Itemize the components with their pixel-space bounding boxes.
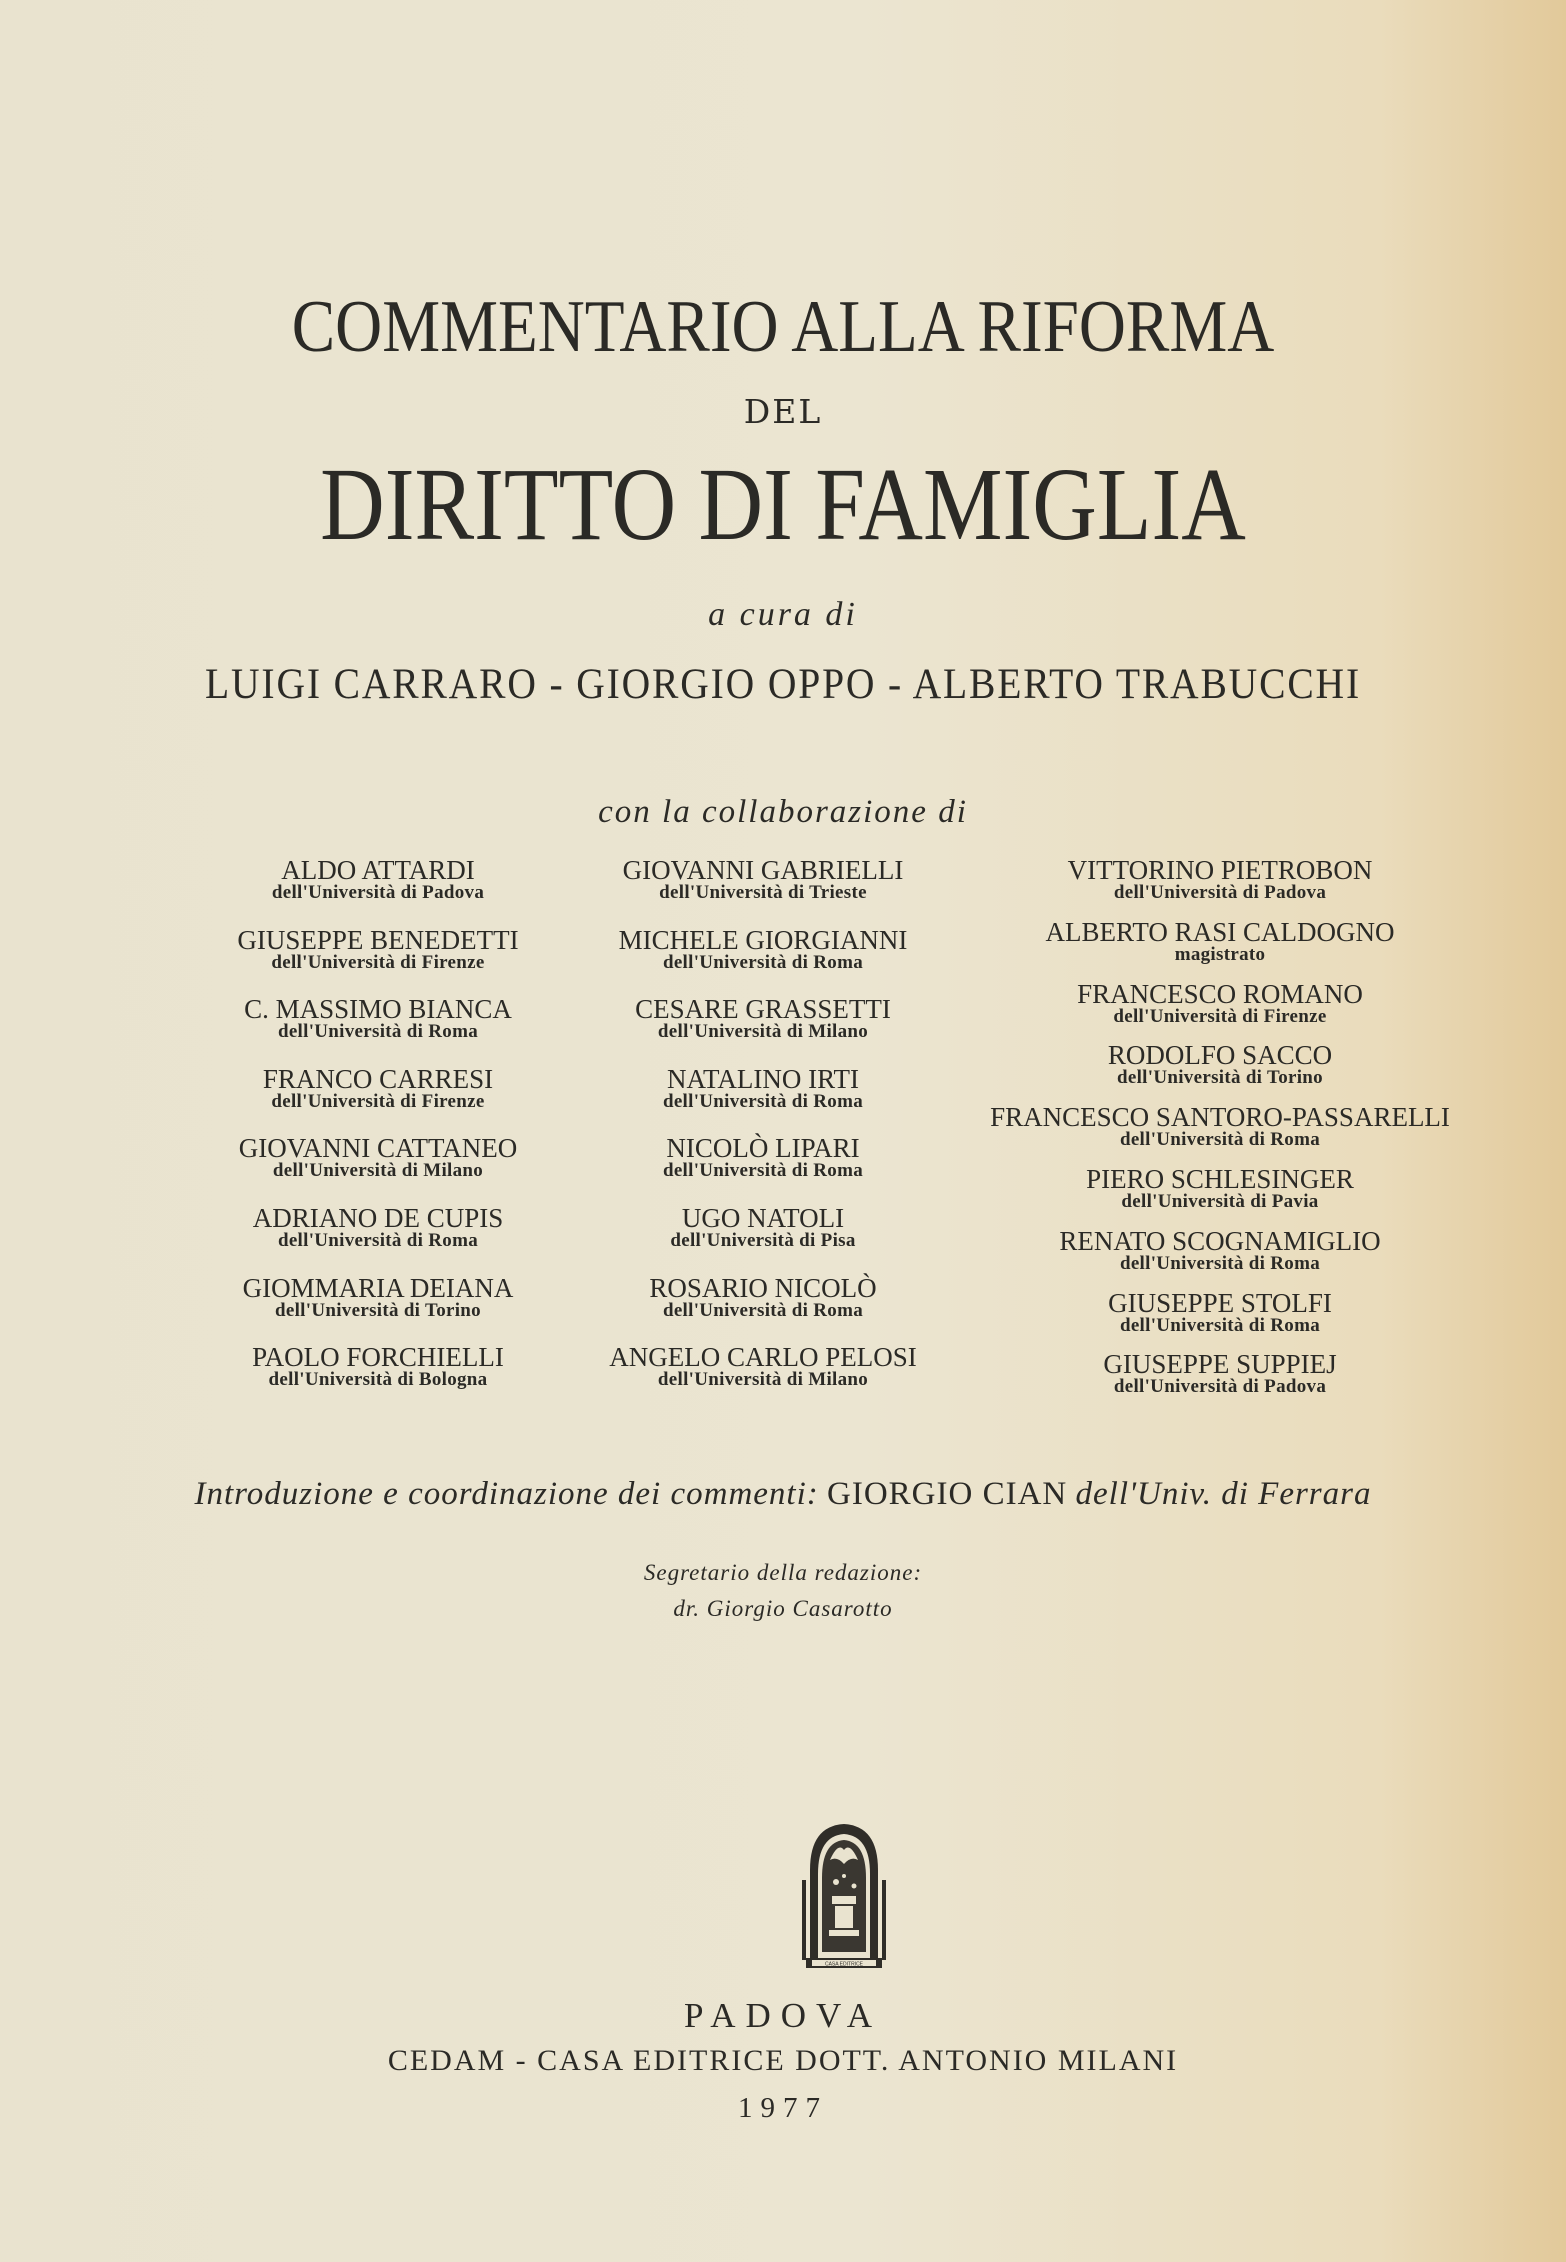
contributor-name: FRANCESCO ROMANO xyxy=(1077,978,1363,1009)
contributor-name: FRANCESCO SANTORO-PASSARELLI xyxy=(990,1102,1450,1133)
contributor xyxy=(578,1204,948,1274)
contributor xyxy=(960,918,1480,980)
contributor xyxy=(188,926,568,996)
contributor-affiliation: dell'Università di Milano xyxy=(657,1021,869,1043)
contributor-name: CESARE GRASSETTI xyxy=(635,994,891,1025)
collaboration-heading: con la collaborazione di xyxy=(598,794,968,830)
contributor-name: NATALINO IRTI xyxy=(667,1063,859,1094)
secretary-name: dr. Giorgio Casarotto xyxy=(673,1596,893,1621)
contributor-affiliation: dell'Università di Firenze xyxy=(271,951,485,973)
contributor-affiliation: dell'Università di Padova xyxy=(1113,882,1327,903)
introduction-name: GIORGIO CIAN xyxy=(827,1476,1068,1512)
contributor xyxy=(960,1227,1480,1289)
contributor-affiliation: dell'Università di Firenze xyxy=(1113,1005,1327,1027)
contributor xyxy=(578,995,948,1065)
contributor xyxy=(188,1134,568,1204)
contributor xyxy=(578,926,948,996)
contributors-column-3 xyxy=(960,856,1480,1412)
contributor-affiliation: dell'Università di Padova xyxy=(271,882,485,903)
title-connector: DEL xyxy=(743,392,823,431)
contributor-affiliation: magistrato xyxy=(1174,943,1266,965)
contributor-name: VITTORINO PIETROBON xyxy=(1067,855,1373,885)
contributor-name: ANGELO CARLO PELOSI xyxy=(609,1342,917,1373)
contributor-name: RODOLFO SACCO xyxy=(1107,1040,1333,1071)
contributor xyxy=(578,1134,948,1204)
imprint-city: PADOVA xyxy=(683,1996,883,2035)
contributor-name: FRANCO CARRESI xyxy=(262,1063,494,1094)
introduction-label: Introduzione e coordinazione dei commenti: xyxy=(194,1476,819,1512)
contributor-name: GIUSEPPE STOLFI xyxy=(1108,1287,1332,1318)
contributor xyxy=(578,1343,948,1413)
contributor-name: GIUSEPPE SUPPIEJ xyxy=(1103,1349,1337,1380)
contributor xyxy=(960,1103,1480,1165)
contributor-affiliation: dell'Università di Milano xyxy=(657,1369,869,1391)
title-line-1: COMMENTARIO ALLA RIFORMA xyxy=(291,286,1275,368)
contributor-affiliation: dell'Università di Torino xyxy=(275,1299,481,1321)
contributor-name: ALDO ATTARDI xyxy=(281,855,475,885)
contributor-affiliation: dell'Università di Roma xyxy=(662,1090,864,1112)
contributor xyxy=(188,1343,568,1413)
contributors-column-1 xyxy=(188,856,568,1413)
contributor xyxy=(578,856,948,926)
contributor-affiliation: dell'Università di Firenze xyxy=(271,1090,485,1112)
contributor-affiliation: dell'Università di Roma xyxy=(662,951,864,973)
contributor-affiliation: dell'Università di Milano xyxy=(272,1160,484,1182)
contributors-column-2 xyxy=(578,856,948,1413)
contributor-name: ALBERTO RASI CALDOGNO xyxy=(1045,916,1395,947)
contributor xyxy=(960,1350,1480,1412)
contributor xyxy=(960,980,1480,1042)
contributor xyxy=(188,856,568,926)
contributor-affiliation: dell'Università di Torino xyxy=(1117,1067,1323,1089)
contributor-name: ROSARIO NICOLÒ xyxy=(649,1272,877,1303)
contributor-name: PAOLO FORCHIELLI xyxy=(252,1342,504,1373)
contributor xyxy=(960,1041,1480,1103)
contributor xyxy=(578,1274,948,1344)
contributor-affiliation: dell'Università di Padova xyxy=(1113,1376,1327,1398)
contributor-affiliation: dell'Università di Roma xyxy=(662,1160,864,1182)
contributor-affiliation: dell'Università di Roma xyxy=(1119,1314,1321,1336)
contributor xyxy=(960,856,1480,918)
contributor-affiliation: dell'Università di Roma xyxy=(1119,1129,1321,1151)
contributor-name: PIERO SCHLESINGER xyxy=(1086,1163,1354,1194)
imprint-publisher: CEDAM - CASA EDITRICE DOTT. ANTONIO MILANI xyxy=(387,2044,1179,2077)
contributor xyxy=(960,1165,1480,1227)
introduction-affiliation: dell'Univ. di Ferrara xyxy=(1075,1476,1372,1512)
contributor-affiliation: dell'Università di Pavia xyxy=(1121,1190,1319,1212)
contributor xyxy=(578,1065,948,1135)
contributor-name: GIUSEPPE BENEDETTI xyxy=(237,924,519,955)
contributor-affiliation: dell'Università di Roma xyxy=(277,1021,479,1043)
contributor xyxy=(188,1065,568,1135)
contributor-affiliation: dell'Università di Bologna xyxy=(268,1369,488,1391)
imprint-year: 1977 xyxy=(738,2092,828,2124)
editors: LUIGI CARRARO - GIORGIO OPPO - ALBERTO TRABUCCHI xyxy=(205,661,1361,708)
contributor-name: GIOMMARIA DEIANA xyxy=(242,1272,514,1303)
contributor-name: NICOLÒ LIPARI xyxy=(666,1133,860,1164)
contributor-affiliation: dell'Università di Roma xyxy=(1119,1252,1321,1274)
contributor-name: UGO NATOLI xyxy=(681,1202,845,1233)
contributor-name: RENATO SCOGNAMIGLIO xyxy=(1059,1225,1381,1256)
contributor xyxy=(188,1204,568,1274)
contributor-affiliation: dell'Università di Pisa xyxy=(670,1229,856,1251)
emblem-text: CASA EDITRICE xyxy=(824,1961,864,1968)
contributor-name: ADRIANO DE CUPIS xyxy=(252,1202,504,1233)
contributor-affiliation: dell'Università di Roma xyxy=(277,1229,479,1251)
contributor xyxy=(188,995,568,1065)
contributor-affiliation: dell'Università di Trieste xyxy=(659,882,867,903)
contributor-name: GIOVANNI CATTANEO xyxy=(238,1133,518,1164)
contributor-name: GIOVANNI GABRIELLI xyxy=(622,855,904,885)
contributor-name: C. MASSIMO BIANCA xyxy=(244,994,512,1025)
introduction-line xyxy=(0,1476,1566,1513)
contributor xyxy=(188,1274,568,1344)
publisher-emblem-icon xyxy=(796,1820,892,1970)
edited-by-label: a cura di xyxy=(708,596,858,633)
secretary-label: Segretario della redazione: xyxy=(643,1560,923,1585)
contributor-name: MICHELE GIORGIANNI xyxy=(618,924,908,955)
contributor xyxy=(960,1289,1480,1351)
contributor-affiliation: dell'Università di Roma xyxy=(662,1299,864,1321)
title-line-2: DIRITTO DI FAMIGLIA xyxy=(320,447,1246,562)
